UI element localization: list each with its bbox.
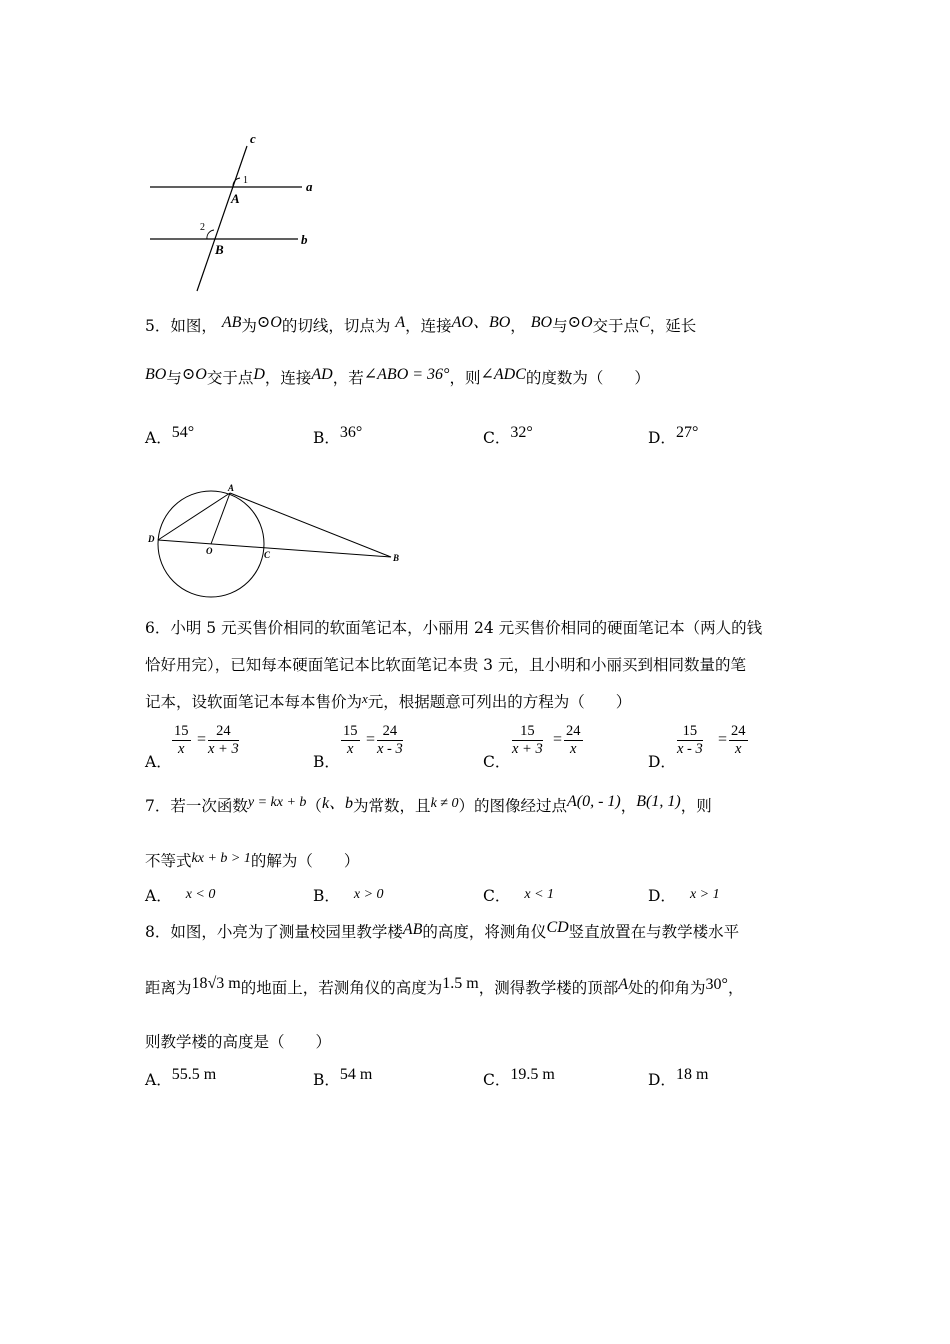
q8-option-a[interactable] — [145, 1068, 216, 1090]
q8-text: 竖直放置在与教学楼水平 — [568, 923, 740, 941]
q5-text: ，延长 — [649, 317, 697, 335]
q5-text: ，连接 — [264, 369, 312, 387]
circle-point-D: D — [148, 534, 155, 544]
q5-line-2 — [145, 366, 650, 388]
denominator: x - 3 — [677, 741, 703, 757]
q7-option-c[interactable] — [483, 884, 554, 906]
q7-text: 为常数，且 — [353, 797, 431, 815]
circle-center-O: O — [206, 546, 213, 556]
q8-text: 的高度，将测角仪 — [422, 923, 547, 941]
q8-option-b[interactable] — [313, 1068, 372, 1090]
q6-text: 元，根据题意可列出的方程为（ ） — [367, 693, 632, 711]
q6-a-left-fraction — [172, 723, 191, 758]
numerator: 24 — [208, 723, 239, 741]
numerator: 24 — [377, 723, 403, 741]
q6-d-left-fraction — [677, 723, 703, 758]
q8-text: 8．如图，小亮为了测量校园里教学楼 — [145, 923, 403, 941]
q5-text: 如图， — [170, 317, 217, 335]
q6-d-right-fraction — [729, 723, 748, 758]
option-value: 36° — [339, 424, 363, 441]
option-value: 32° — [510, 424, 533, 441]
q6-line-3 — [145, 690, 631, 712]
q8-text: 处的仰角为 — [628, 979, 706, 997]
denominator: x — [570, 741, 577, 757]
option-label: D． — [648, 429, 676, 447]
q7-kb: k、b — [321, 795, 354, 812]
option-label: D． — [648, 1071, 676, 1089]
q5-text: 的度数为（ ） — [525, 369, 650, 387]
denominator: x — [735, 741, 742, 757]
q5-text: ，则 — [449, 369, 481, 387]
q7-text: 7．若一次函数 — [145, 797, 248, 815]
q8-option-c[interactable] — [483, 1068, 555, 1090]
q5-BO2: BO — [145, 366, 167, 383]
q5-D: D — [253, 366, 265, 383]
q6-x: x — [362, 691, 368, 706]
q6-option-a-label[interactable]: A． — [145, 753, 172, 771]
option-label: B． — [313, 887, 340, 905]
q5-number: 5． — [145, 317, 171, 335]
q6-b-right-fraction — [377, 723, 403, 758]
q5-circleO: ⊙O — [256, 314, 282, 331]
q7-option-b[interactable] — [313, 884, 384, 906]
option-value: 18 m — [675, 1066, 709, 1083]
option-label: D． — [648, 887, 676, 905]
q5-text: 为 — [241, 317, 257, 335]
q6-b-left-fraction — [341, 723, 360, 758]
q5-text: 与 — [166, 369, 182, 387]
q8-angle: 30° — [705, 976, 728, 993]
numerator: 15 — [512, 723, 543, 741]
q8-text: ， — [727, 979, 744, 997]
option-value: 54 m — [339, 1066, 373, 1083]
option-value: x < 1 — [524, 887, 555, 902]
option-value: x > 1 — [689, 887, 720, 902]
q7-inequality: kx + b > 1 — [191, 851, 251, 866]
numerator: 15 — [343, 723, 358, 739]
q7-line-1 — [145, 793, 712, 816]
q8-line-2 — [145, 976, 743, 998]
q7-option-a[interactable] — [145, 884, 215, 906]
option-value: x > 0 — [353, 887, 384, 902]
q7-text: （ — [306, 797, 322, 815]
q7-point-B: B(1, 1) — [636, 793, 681, 810]
q5-option-b[interactable] — [313, 426, 362, 448]
q8-line-1 — [145, 920, 739, 942]
q7-text: ）的图像经过点 — [458, 797, 567, 815]
numerator: 24 — [731, 723, 746, 739]
q8-height: 1.5 m — [442, 975, 479, 992]
q5-text: 的切线，切点为 — [281, 317, 391, 335]
parallel-lines-figure — [140, 128, 330, 298]
q5-BO: BO — [530, 314, 553, 331]
option-label: C． — [483, 887, 511, 905]
q5-ADC: ∠ADC — [480, 366, 526, 383]
q5-text: 交于点 — [206, 369, 254, 387]
numerator: 15 — [677, 723, 703, 741]
q5-text: ， — [510, 317, 526, 335]
q7-text: 的解为（ ） — [250, 852, 360, 870]
option-label: B． — [313, 1071, 340, 1089]
q5-AD: AD — [311, 366, 333, 383]
q6-text: 记本，设软面笔记本每本售价为 — [145, 693, 363, 711]
q6-line-1: 6．小明 5 元买售价相同的软面笔记本，小丽用 24 元买售价相同的硬面笔记本（两人的钱 — [145, 619, 763, 637]
point-A: A — [231, 191, 240, 206]
q7-text: ，则 — [680, 797, 712, 815]
option-value: 19.5 m — [510, 1066, 555, 1083]
q5-A: A — [395, 314, 406, 331]
denominator: x + 3 — [208, 741, 239, 757]
circle-figure — [140, 478, 410, 598]
q5-circleO2: ⊙O — [567, 314, 593, 331]
equals-sign: = — [553, 731, 563, 748]
denominator: x + 3 — [512, 741, 543, 757]
angle-2-label: 2 — [200, 222, 205, 233]
label-b: b — [301, 232, 308, 247]
q8-text: 的地面上，若测角仪的高度为 — [240, 979, 443, 997]
circle-point-A: A — [228, 483, 235, 493]
q5-circleO3: ⊙O — [181, 366, 207, 383]
option-value: x < 0 — [185, 887, 216, 902]
q6-option-d-label[interactable]: D． — [648, 753, 676, 771]
q8-CD: CD — [546, 919, 569, 936]
circle-point-C: C — [264, 550, 271, 560]
q5-AB: AB — [221, 314, 242, 331]
option-value: 54° — [171, 424, 195, 441]
q6-c-left-fraction — [512, 723, 543, 758]
q8-distance: 18√3 m — [191, 975, 241, 992]
numerator: 24 — [566, 723, 581, 739]
q8-line-3: 则教学楼的高度是（ ） — [145, 1033, 332, 1051]
numerator: 15 — [174, 723, 189, 739]
q8-text: 距离为 — [145, 979, 192, 997]
q5-option-a[interactable] — [145, 426, 194, 448]
q7-option-d[interactable] — [648, 884, 720, 906]
q5-text: ，若 — [332, 369, 364, 387]
option-label: A． — [145, 1071, 172, 1089]
angle-1-label: 1 — [243, 175, 248, 186]
option-label: C． — [483, 1071, 511, 1089]
q6-line-2: 恰好用完），已知每本硬面笔记本比软面笔记本贵 3 元，且小明和小丽买到相同数量的笔 — [145, 656, 746, 674]
q5-option-c[interactable] — [483, 426, 533, 448]
equals-sign: = — [197, 731, 207, 748]
equals-sign: = — [718, 731, 728, 748]
q5-C: C — [639, 314, 650, 331]
q6-option-c-label[interactable]: C． — [483, 753, 511, 771]
q8-AB: AB — [402, 921, 423, 938]
q7-text: ， — [620, 797, 637, 815]
circle-point-B: B — [393, 553, 400, 563]
q6-option-b-label[interactable]: B． — [313, 753, 340, 771]
option-value: 55.5 m — [171, 1066, 217, 1083]
q6-a-right-fraction — [208, 723, 239, 758]
q6-c-right-fraction — [564, 723, 583, 758]
q5-AO-BO: AO、BO — [451, 314, 511, 331]
q5-condition: ∠ABO = 36° — [363, 366, 450, 383]
q5-text: ，连接 — [405, 317, 452, 335]
q5-option-d[interactable] — [648, 426, 698, 448]
q8-text: ，测得教学楼的顶部 — [478, 979, 619, 997]
q7-text: 不等式 — [145, 852, 192, 870]
q8-A: A — [618, 976, 629, 993]
equals-sign: = — [366, 731, 376, 748]
option-label: A． — [145, 429, 172, 447]
denominator: x — [178, 741, 185, 757]
label-c: c — [250, 131, 256, 146]
label-a: a — [306, 179, 313, 194]
q5-text: 与 — [552, 317, 568, 335]
q5-line-1 — [145, 313, 696, 336]
q7-point-A: A(0, - 1) — [566, 793, 621, 810]
option-label: A． — [145, 887, 172, 905]
denominator: x — [347, 741, 354, 757]
option-label: B． — [313, 429, 340, 447]
q7-function: y = kx + b — [247, 795, 307, 810]
q8-option-d[interactable] — [648, 1068, 708, 1090]
denominator: x - 3 — [377, 741, 403, 757]
q7-line-2 — [145, 849, 359, 871]
point-B: B — [215, 242, 224, 257]
option-value: 27° — [675, 424, 699, 441]
q5-text: 交于点 — [592, 317, 640, 335]
q7-k-nonzero: k ≠ 0 — [430, 796, 459, 811]
option-label: C． — [483, 429, 511, 447]
